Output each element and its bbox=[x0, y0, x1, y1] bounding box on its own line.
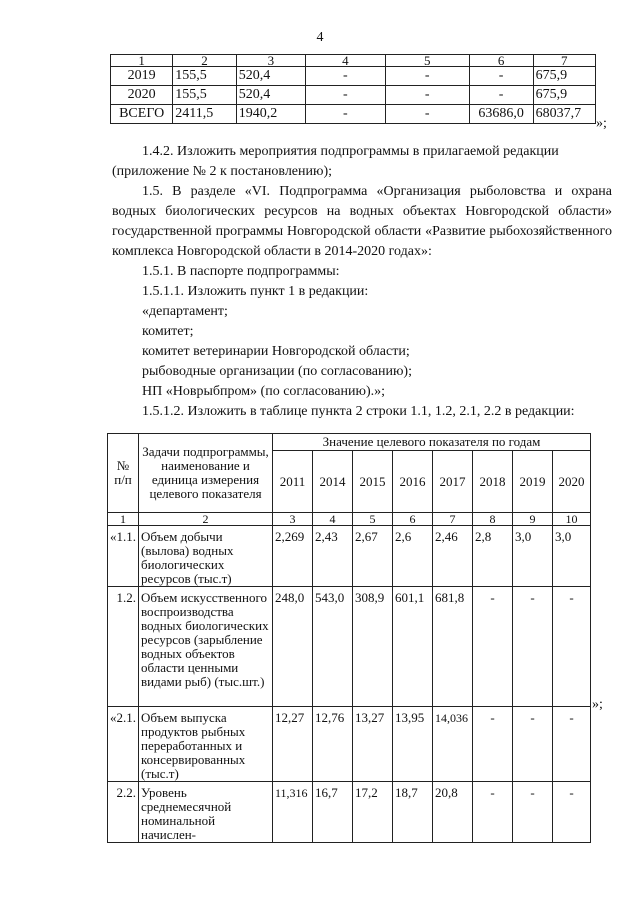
table-cell: - bbox=[385, 67, 469, 86]
row-name: Объем искусственного воспроизводства водных биологических ресурсов (зарыбление водных объектов области ценными видами рыб) (тыс.шт.) bbox=[139, 587, 273, 707]
list-line-committee: комитет; bbox=[142, 324, 194, 339]
row-value: - bbox=[513, 707, 553, 782]
year-cell: 2019 bbox=[513, 451, 553, 513]
table-cell: - bbox=[385, 105, 469, 124]
row-number: «2.1. bbox=[108, 707, 139, 782]
column-number: 7 bbox=[433, 513, 473, 526]
row-value: - bbox=[553, 707, 591, 782]
budget-table bbox=[110, 54, 596, 124]
row-value: 3,0 bbox=[513, 526, 553, 587]
table-row bbox=[108, 587, 591, 707]
row-name: Объем выпуска продуктов рыбных переработанных и консервированных (тыс.т) bbox=[139, 707, 273, 782]
row-value: - bbox=[473, 707, 513, 782]
indicator-table bbox=[107, 433, 591, 843]
table-closing-mark: »; bbox=[592, 697, 603, 712]
row-value: 2,46 bbox=[433, 526, 473, 587]
paragraph-1-4-2: 1.4.2. Изложить мероприятия подпрограммы в прилагаемой редакции (приложение № 2 к постановлению); bbox=[112, 144, 559, 179]
year-cell: 2020 bbox=[553, 451, 591, 513]
row-value: 2,67 bbox=[353, 526, 393, 587]
table-cell: 520,4 bbox=[236, 86, 305, 105]
row-value: 11,316 bbox=[273, 782, 313, 843]
table-cell: - bbox=[469, 67, 533, 86]
table-cell: 675,9 bbox=[533, 86, 595, 105]
row-value: 2,43 bbox=[313, 526, 353, 587]
table-cell: 155,5 bbox=[173, 86, 236, 105]
paragraph-1-5-1: 1.5.1. В паспорте подпрограммы: bbox=[142, 264, 340, 279]
list-line-fish-farms: рыбоводные организации (по согласованию); bbox=[142, 364, 412, 379]
column-number: 5 bbox=[353, 513, 393, 526]
page-number: 4 bbox=[316, 30, 324, 45]
row-value: 12,76 bbox=[313, 707, 353, 782]
header-cell: 5 bbox=[385, 55, 469, 67]
header-cell: 7 bbox=[533, 55, 595, 67]
year-cell: 2016 bbox=[393, 451, 433, 513]
row-value: 543,0 bbox=[313, 587, 353, 707]
table-row bbox=[108, 707, 591, 782]
table-cell: - bbox=[305, 86, 385, 105]
table-cell: 2019 bbox=[111, 67, 173, 86]
row-value: 2,269 bbox=[273, 526, 313, 587]
row-value: - bbox=[513, 587, 553, 707]
year-cell: 2014 bbox=[313, 451, 353, 513]
table-row bbox=[108, 782, 591, 843]
header-cell: 4 bbox=[305, 55, 385, 67]
table-cell: 520,4 bbox=[236, 67, 305, 86]
row-value: 308,9 bbox=[353, 587, 393, 707]
header-values: Значение целевого показателя по годам bbox=[273, 434, 591, 451]
row-name: Объем добычи (вылова) водных биологических ресурсов (тыс.т) bbox=[139, 526, 273, 587]
table-row-total bbox=[111, 105, 596, 124]
header-cell: 6 bbox=[469, 55, 533, 67]
column-number: 1 bbox=[108, 513, 139, 526]
paragraph-1-5-1-2: 1.5.1.2. Изложить в таблице пункта 2 строки 1.1, 1.2, 2.1, 2.2 в редакции: bbox=[142, 404, 575, 419]
table-cell: 63686,0 bbox=[469, 105, 533, 124]
row-number: 2.2. bbox=[108, 782, 139, 843]
column-number: 4 bbox=[313, 513, 353, 526]
column-numbering-row bbox=[108, 513, 591, 526]
row-value: 248,0 bbox=[273, 587, 313, 707]
table-cell: - bbox=[469, 86, 533, 105]
list-line-novrybprom: НП «Новрыбпром» (по согласованию).»; bbox=[142, 384, 386, 399]
table-cell: - bbox=[305, 105, 385, 124]
list-line-department: «департамент; bbox=[142, 304, 228, 319]
table-row bbox=[108, 526, 591, 587]
list-line-veterinary: комитет ветеринарии Новгородской области; bbox=[142, 344, 410, 359]
row-value: 681,8 bbox=[433, 587, 473, 707]
paragraph-1-5-1-1: 1.5.1.1. Изложить пункт 1 в редакции: bbox=[142, 284, 369, 299]
table-cell: 155,5 bbox=[173, 67, 236, 86]
header-cell: 2 bbox=[173, 55, 236, 67]
column-number: 2 bbox=[139, 513, 273, 526]
column-number: 10 bbox=[553, 513, 591, 526]
row-value: - bbox=[553, 587, 591, 707]
row-value: - bbox=[553, 782, 591, 843]
row-value: 16,7 bbox=[313, 782, 353, 843]
table-cell: ВСЕГО bbox=[111, 105, 173, 124]
row-value: - bbox=[473, 587, 513, 707]
table-header-row bbox=[108, 434, 591, 451]
table-cell: 1940,2 bbox=[236, 105, 305, 124]
row-value: 20,8 bbox=[433, 782, 473, 843]
row-value: 13,27 bbox=[353, 707, 393, 782]
row-value: 14,036 bbox=[433, 707, 473, 782]
table-cell: 2411,5 bbox=[173, 105, 236, 124]
table-cell: - bbox=[305, 67, 385, 86]
column-number: 8 bbox=[473, 513, 513, 526]
row-value: - bbox=[473, 782, 513, 843]
row-value: 13,95 bbox=[393, 707, 433, 782]
table-cell: 675,9 bbox=[533, 67, 595, 86]
year-cell: 2018 bbox=[473, 451, 513, 513]
row-value: 2,6 bbox=[393, 526, 433, 587]
header-number: № п/п bbox=[108, 434, 139, 513]
table-header-row bbox=[111, 55, 596, 67]
year-cell: 2011 bbox=[273, 451, 313, 513]
row-value: 3,0 bbox=[553, 526, 591, 587]
year-cell: 2017 bbox=[433, 451, 473, 513]
table-closing-mark: »; bbox=[596, 116, 607, 131]
table-row bbox=[111, 86, 596, 105]
table-cell: - bbox=[385, 86, 469, 105]
row-number: «1.1. bbox=[108, 526, 139, 587]
year-cell: 2015 bbox=[353, 451, 393, 513]
row-value: 601,1 bbox=[393, 587, 433, 707]
row-value: 18,7 bbox=[393, 782, 433, 843]
row-value: 2,8 bbox=[473, 526, 513, 587]
column-number: 3 bbox=[273, 513, 313, 526]
row-number: 1.2. bbox=[108, 587, 139, 707]
paragraph-1-5: 1.5. В разделе «VI. Подпрограмма «Организация рыболовства и охрана водных биологических ресурсов на водных объектах Новгородской области» государственной программы Новгородской области «Развитие рыбохозяйственного комплекса Новгородской области в 2014-2020 годах»: bbox=[112, 184, 612, 259]
row-value: 12,27 bbox=[273, 707, 313, 782]
header-task: Задачи подпрограммы, наименование и единица измерения целевого показателя bbox=[139, 434, 273, 513]
table-row bbox=[111, 67, 596, 86]
header-cell: 3 bbox=[236, 55, 305, 67]
row-name: Уровень среднемесячной номинальной начислен- bbox=[139, 782, 273, 843]
header-cell: 1 bbox=[111, 55, 173, 67]
table-cell: 68037,7 bbox=[533, 105, 595, 124]
row-value: 17,2 bbox=[353, 782, 393, 843]
row-value: - bbox=[513, 782, 553, 843]
table-cell: 2020 bbox=[111, 86, 173, 105]
column-number: 9 bbox=[513, 513, 553, 526]
column-number: 6 bbox=[393, 513, 433, 526]
